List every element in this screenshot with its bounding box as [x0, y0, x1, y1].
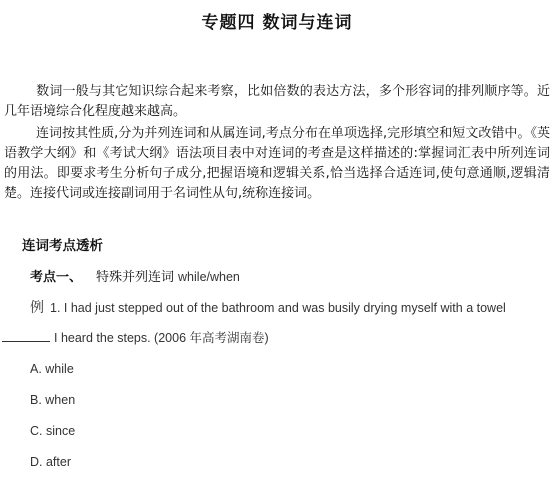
point-keyword: while/when [178, 270, 240, 284]
point-title: 特殊并列连词 [96, 270, 175, 285]
option-a: A. while [30, 362, 74, 376]
option-c: C. since [30, 424, 76, 438]
example-text-1: 1. I had just stepped out of the bathroom and was busily drying myself with a towel [50, 301, 506, 315]
section-heading: 连词考点透析 [22, 238, 103, 254]
answer-blank [2, 329, 50, 342]
intro-paragraph [4, 82, 550, 122]
point-label: 考点一、 [30, 270, 83, 285]
option-d: D. after [30, 455, 71, 469]
example-question-line-1 [30, 297, 506, 317]
example-mark: 例 [30, 300, 44, 316]
point-heading [30, 266, 240, 285]
intro-paragraph-text: 数词一般与其它知识综合起来考察，比如倍数的表达方法，多个形容词的排列顺序等。近几年语境综合化程度越来越高。 [4, 84, 550, 119]
document-title: 专题四 数词与连词 [201, 13, 353, 33]
conjunction-paragraph-text: 连词按其性质,分为并列连词和从属连词,考点分布在单项选择,完形填空和短文改错中。《英语教学大纲》和《考试大纲》语法项目表中对连词的考查是这样描述的:掌握词汇表中所列连词的用法。即要求考生分析句子成分,把握语境和逻辑关系,恰当选择合适连词,使句意通顺,逻辑清楚。连接代词或连接副词用于名词性从句,统称连接词。 [4, 126, 550, 201]
example-question-line-2 [2, 328, 269, 346]
example-text-2: I heard the steps. (2006 年高考湖南卷) [54, 331, 269, 345]
conjunction-paragraph [4, 124, 550, 204]
option-b: B. when [30, 393, 76, 407]
